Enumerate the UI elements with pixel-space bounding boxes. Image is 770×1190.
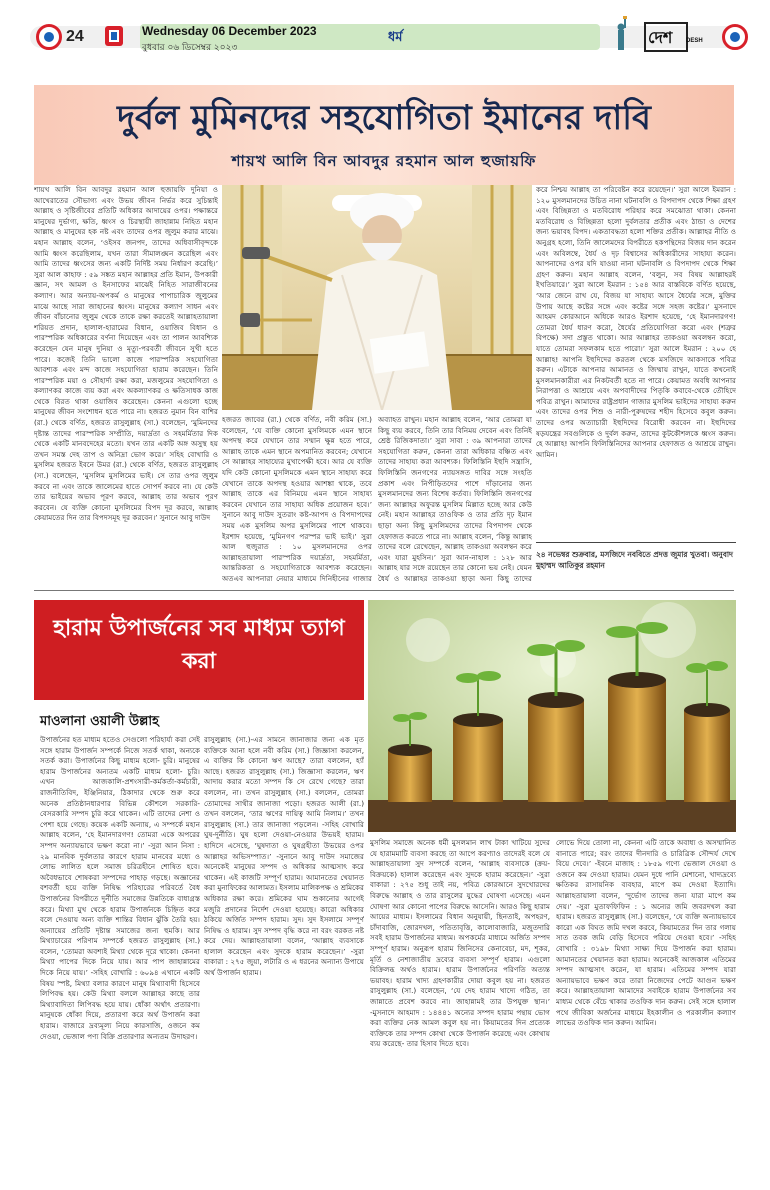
masthead [0,0,770,58]
right-disc-icon [722,24,748,50]
desh-logo-sub: DESH [686,38,703,44]
article1-column-2: হজরত জাবের (রা.) থেকে বর্ণিত, নবী করিম (সা.) বলেছেন, ‘যে ব্যক্তি কোনো মুসলিমকে এমন স্থানে অপদস্থ করে যেখানে তার সম্মান ক্ষুন্ন হতে পারে, আল্লাহ তাকে এমন স্থানে অপমানিত করবেন; যেখানে সে আল্লাহর সাহায্যের মুখাপেক্ষী হবে। আর যে ব্যক্তি যদি কেউ কোনো মুসলিমকে এমন স্থানে সাহায্য করে যেখানে তাকে অপদস্থ হওয়ার আশঙ্কা থাকে, তবে আল্লাহ তাকে এর বিনিময়ে এমন স্থানে সাহায্য করবেন যেখানে তার সাহায্য অধিক প্রয়োজন হবে।’ সুনানে আবু দাউদ সুতরাং কষ্ট-আপদ ও বিপদাপদের সময় এক মুসলিম অপর মুসলিমের পাশে থাকবে। ইরশাদ হয়েছে, ‘মুমিনগণ পরস্পর ভাই ভাই।’ সুরা আল হুজুরাত : ১০ মুসলমানদের ওপর আল্লাহতায়ালা পারস্পরিক দয়ার্দ্রতা, সহমর্মিতা, আন্তরিকতা ও সহযোগিতাকে আবশ্যক করেছেন। অতএব আপনারা নেয়ার মাধ্যমে দিনিহীনের গাজার [222,415,372,583]
article1-headline: দুর্বল মুমিনদের সহযোগিতা ইমানের দাবি [117,98,651,138]
coins-with-sprouts-photo [368,600,736,832]
article2-column-4: লোভে দিয়ে তোলা না, কেননা এটি তাকে অবাধ্য ও অসম্মানিত বানাতে পারে; বরং তাদের দীনদারি ও চারিত্রিক সৌন্দর্য দেখে বিয়ে দেবে।’ -ইবনে মাজাহ : ১৮৫৯ গণ্যে ভেজাল দেওয়া ও ওজনে কম দেওয়া হারাম। যেমন দুধে পানি মেশানো, খাদ্যদ্রব্যে ক্ষতিকর রাসায়নিক ব্যবহার, মাপে কম দেওয়া ইত্যাদি। আল্লাহতায়ালা বলেন, ‘দুর্ভোগ তাদের জন্য যারা মাপে কম দেয়।’ -সুরা মুতাফফিফিন : ১ অন্যের জমি জবরদখল করা হারাম। হজরত রাসুলুল্লাহ (সা.) বলেছেন, ‘যে ব্যক্তি অন্যায়ভাবে কারো এক বিঘত জমি দখল করবে, কিয়ামতের দিন তার গলায় সাত তবক জমি বেড়ি হিসেবে পরিয়ে দেওয়া হবে।’ -সহিহ বোখারি : ৩১৯৮ মিথ্যা সাক্ষ্য দিয়ে উপার্জন করা হারাম। আমানতের খেয়ানত করা হারাম। অনেকেই আজকাল এতিমের সম্পদ আত্মসাৎ করেন, যা হারাম। এতিমের সম্পদ যারা অন্যায়ভাবে ভক্ষণ করে তারা নিজেদের পেটে আগুন ভক্ষণ করে। আল্লাহতায়ালা আমাদের সবাইকে হারাম উপার্জনের সব মাধ্যম থেকে বেঁচে থাকার তওফিক দান করুন। সেই সঙ্গে হালাল পথে জীবিকা অর্জনের মাধ্যমে ইহকালীন ও পরকালীন কল্যাণ লাভের তওফিক দান করুন। আমিন। [556,838,736,1028]
imam-at-minbar-photo [222,185,532,410]
article1-translator-note: ২৪ নভেম্বর শুক্রবার, মসজিদে নববিতে প্রদত্ত জুমার খুতবা। অনুবাদ মুহাম্মদ আতিকুর রহমান [536,550,733,570]
article1-column-4: করে নিশ্চয় আল্লাহ তা পরিবেষ্টন করে রয়েছেন।’ সুরা আলে ইমরান : ১২০ মুসলমানদের উচিত নানা ঘটনাবলি ও বিপদাপদ থেকে শিক্ষা গ্রহণ এবং বিচ্ছিন্নতা ও মতবিরোধ পরিহার করে সমঝোতা থাকা। কেননা মতবিরোধ ও বিচ্ছিন্নতা হলো দুর্বলতার প্রতীক এবং ঠান্ডা ও দেশের জন্য ভয়াবহ বিপদ। একতাবদ্ধতা হলো শক্তির প্রতীক। আল্লাহর নীতি ও অনুগ্রহ হলো, তিনি জালেমদের বিপরীতে হকপন্থিদের বিজয় দান করেন এবং অবিলম্বে, ধৈর্য ও দৃঢ় বিশ্বাসের অধিকারীদের সাহায্য করেন। আপনাদের ওপর যদি যাওয়া নানা ঘটনাবলি ও বিপদাপদ থেকে শিক্ষা গ্রহণ করুন। মহান আল্লাহ বলেন, ‘বলুন, সব বিষয় আল্লাহরই ইখতিয়ারে।’ সুরা আলে ইমরান : ১৫৪ আর বাস্তবিকে বর্ণিত হয়েছে, ‘আর জেনে রাখ যে, বিজয় যা সাহায্য আসে ধৈর্যের সঙ্গে, মুক্তির উপায় আছে কষ্টের সঙ্গে এবং কষ্টের সঙ্গে সহজ কষ্টের।’ মুসনাদে আহমদ কোরআনে অধিকে আরও ইরশাদ হয়েছে, ‘হে ইমানদারগণ! তোমরা ধৈর্য ধারণ করো, ধৈর্যের প্রতিযোগিতা করো এবং (শত্রুর বিপক্ষে) সদা প্রস্তুত থাকো। আর আল্লাহর তাকওয়া অবলম্বন করো, যাতে তোমরা সফলকাম হতে পারো।’ সুরা আলে ইমরান : ২০০ হে আল্লাহ! আপনি ইহুদিদের করতল থেকে মসজিদে আকসাকে পবিত্র করুন। এটাকে আপনার আমানত ও জিম্মায় রাখুন, যাতে কখনোই মুসলমানকারীরা এর নিকটবর্তী হতে না পারে। কেয়ামত অবধি আপনার নিরাপত্তা ও আশ্রয়ে এবং অপবাদীদের পিতৃকি কবাবে-থেকে তৌহিদে পবিত্র রাখুন। আমাদের রাষ্ট্রপ্রধান গাজার মুসলিম ভাইদের সাহায্য করুন এবং তাদের ওপর শিশু ও নারী-পুরুষদের শহীদ হিসেবে কবুল করুন। তাদের ওপর অত্যাচারী ইহুদিদের বিরোধী করবেন না। ইহুদিদের ষড়যন্ত্রের সবগুলিকে ও দুর্বল করুন, তাদের কুটকৌশলকে ধ্বংস করুন। হে আল্লাহ! আপনি ফিলিস্তিনিদের আপনার হেফাজত ও আশ্রয়ে রাখুন। আমিন। [536,185,736,459]
statue-of-liberty-icon [612,16,630,52]
left-disc-icon [36,24,62,50]
page-number: 24 [66,28,84,45]
article1-note-divider [536,542,736,543]
article2-headline: হারাম উপার্জনের সব মাধ্যম ত্যাগ করা [53,616,345,674]
article1-column-1: শায়খ আলি বিন আবদুর রহমান আল হুজায়ফি দুনিয়া ও আখেরাতের সৌভাগ্য এবং উভয় জীবন নির্ভর করে সুচিন্তাই আল্লাহ ও সৃষ্টিজীবের প্রতিটি অধিকার আদায়ের ওপর। পক্ষান্তরে মানুষের দুর্ভাগ্য, ক্ষতি, ধ্বংস ও চিরস্থায়ী জাহান্নাম নিহিত মহান আল্লাহ ও মানুষের হক নষ্ট এবং তাদের ওপর জুলুম করার মাঝে। মহান আল্লাহ বলেন, ‘ওইসব জনপদ, তাদের অধিবাসীবৃন্দকে আমি ধ্বংস করেছিলাম, যখন তারা সীমালঙ্ঘন করেছিল এবং আমি তাদের ধ্বংসের জন্য একটি নির্দিষ্ট সময় নির্ধারণ করেছি।’ সুরা আল কাহাফ : ৫৯ সঙ্কত মহান আল্লাহর প্রতি ইমান, উপকারী জ্ঞান, সৎ আমল ও ইনসাফের মাঝেই নিহিত সারাজীবনের কল্যাণ। আর অন্যায়-অপকর্ম ও মানুষের পাপাচারিক জুলুমের মাঝে আছে সারা জাহানের ধ্বংস। মানুষের কল্যাণ সাধন এবং জীবন বাঁচানোর জুলুম থেকে তাকে রক্ষা করতেই আল্লাহতায়ালা শরিয়ত প্রদান, হালাল-হারামের বিধান, ওয়াজিব বিধান ও পারস্পরিক অধিকারের বর্ণনা দিয়েছেন এবং তা পালন আবশ্যিক করেছেন যেন মানুষ দুনিয়া ও মৃত্যু-পরবর্তী জীবনে সুখী হতে পারে। কজেই তিনি ভালো কাজে পারস্পরিক সহযোগিতা আবশ্যক এবং মন্দ কাজে সহযোগিতা হারাম করেছেন। তিনি পারস্পরিক ময়া ও সৌহার্দ্য রক্ষা করা, মজলুমের সহযোগিতা ও কল্যাণকর কাজে ব্যয় করা এবং অকল্যাণকর ও ক্ষতিসাধক কাজ থেকে বিরত থাকা ওয়াজিব করেছেন। কেননা এগুলো হচ্ছে মানুষের জীবন সংশোধন হতে পারে না। হজরত নুমান বিন বাশির (রা.) থেকে বর্ণিত, হজরত রাসুলুল্লাহ (সা.) বলেছেন, ‘মুমিনদের দৃষ্টান্ত তাদের পারস্পরিক সম্প্রীতি, দয়ার্দ্রতা ও সহমর্মিতার দিক থেকে একটি মানবদেহের মতো। যখন তার একটি অঙ্গ অসুস্থ হয় তখন সমস্ত দেহ তাপ ও অনিদ্রা ভোগ করে।’ সহিহ বোখারি ও মুসলিম হজরত ইবনে উমর (রা.) থেকে বর্ণিত, হজরত রাসুলুল্লাহ (সা.) বলেছেন, ‘মুসলিম মুসলিমের ভাই। সে তার ওপর জুলুম করবে না এবং তাকে জালেমের হাতে সোপর্দ করবে না। যে কেউ তার ভাইয়ের অভাব পূরণ করবে, আল্লাহ তার অভাব পূরণ করবেন। যে ব্যক্তি কোনো মুসলিমের বিপদ দূর করবে, আল্লাহ কেয়ামতের দিন তার বিপদসমূহ দূর করবেন।’ সুনানে আবু দাউদ [34,185,218,523]
section-name: ধর্ম [388,30,403,45]
desh-logo-text: দেশ [648,28,673,47]
desh-logo [644,22,710,52]
newspaper-emblem-icon [103,24,125,48]
article1-byline: শায়খ আলি বিন আবদুর রহমান আল হুজায়ফি [231,152,537,170]
date-english: Wednesday 06 December 2023 [142,24,317,38]
article2-column-3: মুসলিম সমাজে অনেক ধর্মী মুসলমান লাখ টাকা খাটিয়ে সুদের যে হারামমাটি ব্যবসা করছে তা আপে করণ্যাও তাদেরই বলে যে আল্লাহতায়ালা সুদ সম্পর্কে বলেন, ‘আল্লাহ ব্যবসাকে (ক্রয়-বিক্রয়কে) হালাল করেছেন এবং সুদকে হারাম করেছেন।’ -সুরা বাকারা : ২৭৫ শুধু তাই নয়, পবিত্র কোরআনে সুদখোরদের বিরুদ্ধে আল্লাহ ও তার রাসুলের যুদ্ধের ঘোষণা এসেছে। এমন ঘোষণা আর কোনো পাপের বিরুদ্ধে আসেনি। আরও কিছু হারাম আয়ের মাধ্যম। ইসলামের বিধান অনুযায়ী, ছিনতাই, অপহরণ, চাঁদাবাজি, জোরদখল, পতিতাবৃত্তি, কালোবাজারি, মজুতদারি সবই হারাম উপার্জনের মাধ্যম। অপকর্মের মাধ্যমে অর্জিত সম্পদ সম্পূর্ণ হারাম। অনুরূপ হারাম জিনিসের কেনাবেচা, মদ, শূকর, মূর্তি ও নেশাজাতীয় দ্রব্যের ব্যবসা সম্পূর্ণ হারাম। এগুলো বিক্রিলব্ধ অর্থও হারাম। হারাম উপার্জনের পরিণতি অত্যন্ত ভয়াবহ। হারাম খাদ্য গ্রহণকারীর দোয়া কবুল হয় না। হজরত রাসুলুল্লাহ (সা.) বলেছেন, ‘যে দেহ হারাম খাদ্যে গঠিত, তা জান্নাতে প্রবেশ করবে না। জাহান্নামই তার উপযুক্ত স্থান।’ -মুসনাদে আহমাদ : ১৪৪৪১ অন্যের সম্পদ হারাম পন্থায় ভোগ করা ব্যক্তির নেক আমল কবুল হয় না। কিয়ামতের দিন প্রত্যেক ব্যক্তিকে তার সম্পদ কোথা থেকে উপার্জন করেছে এবং কোথায় ব্যয় করেছে- তার হিসাব দিতে হবে। [370,838,550,1049]
article2-byline: মাওলানা ওয়ালী উল্লাহ [40,714,159,729]
article-separator [34,590,734,591]
article1-column-3: অব্যাহত রাখুন। মহান আল্লাহ বলেন, ‘আর তোমরা যা কিছু ব্যয় করবে, তিনি তার বিনিময় দেবেন এবং তিনিই শ্রেষ্ঠ রিজিকদাতা।’ সুরা সাবা : ৩৯ আপনারা তাদের সহযোগিতা করুন, কেননা তারা অধিকার বঞ্চিত এবং তাদের সাহায্য করা আবশ্যক। ফিলিস্তিনি ইহুদি সন্ত্রাসি, ফিলিস্তিনি জনগণের ন্যায়সঙ্গত দাবির সঙ্গে সংহতি প্রকাশ এবং নিপীড়িতদের পাশে দাঁড়ানোর জন্য মুসলমানদের জন্য বিশেষ কর্তব্য। ফিলিস্তিনি জনগণের জন্য আল্লাহর অফুরন্ত মুসলিম মিল্লাত হচ্ছে আর কেউ নেই। মহান আল্লাহর তাওফিক ও তার প্রতি দৃঢ় ইমান ছাড়া অন্য কিছু মুসলিমদের তাদের বিপদাপদ থেকে হেফাজত করতে পারে না। আল্লাহ বলেন, ‘কিন্তু আল্লাহ তাদের বলে রেখেছেন, আল্লাহ তাকওয়া অবলম্বন করে এবং যারা মুহসিন।’ সুরা আন-নাহাল : ১২৮ আর আল্লাহ যার সঙ্গে রয়েছেন তার কোনো ভয় নেই। যেমন ধৈর্য ও আল্লাহর তাকওয়া ছাড়া অন্য কিছু তাদের [378,415,532,583]
article2-column-2: রাসুলুল্লাহ (সা.)-এর সামনে জানাজার জন্য এক মৃত ব্যক্তিকে আনা হলে নবী করিম (সা.) জিজ্ঞাসা করলেন, এ ব্যক্তির কি কোনো ঋণ আছে? তারা বললেন, হ্যাঁ আছে। হজরত রাসুলুল্লাহ (সা.) জিজ্ঞাসা করলেন, ঋণ আদায় করার মতো সম্পদ কি সে রেখে গেছে? তারা বললেন, না। তখন রাসুলুল্লাহ (সা.) বললেন, তোমরা তোমাদের সাথীর জানাজা পড়ো। হজরত আলী (রা.) তখন বললেন, ‘তার ঋণের দায়িত্ব আমি নিলাম।’ তখন রাসুলুল্লাহ (সা.) তার জানাজা পড়লেন। -সহিহ বোখারি ঘুষ-দুর্নীতি। ঘুষ হলো দেওয়া-নেওয়ার উভয়ই হারাম। হাদিসে এসেছে, ‘ঘুষদাতা ও ঘুষগ্রহীতা উভয়ের ওপর আল্লাহর অভিসম্পাত।’ -সুনানে আবু দাউদ সমাজের অনেকেই মানুষের সম্পদ ও অধিকার আত্মসাৎ করে থাকেন। এই কাজটি সম্পূর্ণ হারাম। আমানতের খেয়ানত করা মুনাফিকের আলামত। ইসলাম মালিকপক্ষ ও শ্রমিকের অধিকার রক্ষা করে। শ্রমিকের ঘাম শুকানোর আগেই মজুরি প্রদানের নির্দেশ দেওয়া হয়েছে। কারো অধিকার ঠকিয়ে অর্জিত সম্পদ হারাম। সুদ। সুদ ইসলামে সম্পূর্ণ নিষিদ্ধ ও হারাম। সুদ সম্পদ বৃদ্ধি করে না বরং বরকত নষ্ট করে দেয়। আল্লাহতায়ালা বলেন, ‘আল্লাহ ব্যবসাকে হালাল করেছেন এবং সুদকে হারাম করেছেন।’ -সুরা বাকারা : ২৭৫ জুয়া, লটারি ও এ ধরনের অন্যান্য উপায়ে অর্থ উপার্জন হারাম। [204,735,364,978]
date-bangla: বুধবার ০৬ ডিসেম্বর ২০২৩ [142,43,238,53]
article2-column-1: উপার্জনের হত মাধ্যম হতেও সেগুলো পরিহার্য্য করা সেই সঙ্গে হারাম উপার্জন সম্পর্কে নিজে সতর্ক থাকা, অন্যকে সতর্ক করা। উপার্জনের কিছু মাধ্যম হলো- চুরি। মানুষের হারাম উপার্জনের অন্যতম একটি মাধ্যম হলো- চুরি। এখন আজকালি-প্রশংসারী-কর্মকর্তা-কর্মচারী, রাজনীতিবিদ, ইঞ্জিনিয়ার, ঠিকাদার থেকে শুরু করে অনেক প্রতিষ্ঠানধারণার বিভিন্ন কৌশলে সরকারি-বেসরকারি সম্পদ চুরি করে থাকেন। এটি তাদের নেশা ও পেশা হয়ে গেছে। কয়েক একটি অন্যায়, এ সম্পর্কে মহান আল্লাহ বলেন, ‘হে ইমানদারগণ! তোমরা একে অপরের সম্পদ অন্যায়ভাবে ভক্ষণ করো না।’ -সুরা আন নিসা : ২৯ মানবিক দুর্বলতার কারণে হারাম মানবের মধ্যে ও লোভ লালিত হলে সমাজ চরিত্রহীনে শোষিত হবে। অবৈধভাবে শোষকরা সম্পদের পাহাড় গড়ছে। অজ্ঞানের বশবর্তী হয়ে ব্যক্তি নিষিদ্ধ পরিহারের পরিবর্তে বৈধ উপার্জনের বিপরীতে দুর্নীতি সমাজের উন্নতিকে বাধাগ্রস্ত করে। মিথ্যা মুখ থেকে হারাম উপার্জনকে চিহ্নিত করে বলে দেওয়ায় অন্য ব্যক্তি শান্তির বিধান ঝুঁকি তৈরি হয়। অন্যায়ের প্রতিটি দৃষ্টান্ত সমাজের জন্য হুমকি। আর মিথ্যাচারের পরিণাম সম্পর্কে হজরত রাসুলুল্লাহ (সা.) বলেন, ‘তোমরা অবশ্যই মিথ্যা থেকে দূরে থাকো। কেননা মিথ্যা পাপের দিকে নিয়ে যায়। আর পাপ জাহান্নামের দিকে নিয়ে যায়।’ -সহিহ বোখারি : ৬০৯৪ এখানে একটি বিষয় স্পষ্ট, মিথ্যা বলার কারণে মানুষ মিথ্যাবাদী হিসেবে লিপিবদ্ধ হয়। কেউ মিথ্যা বললে আল্লাহর কাছে তার মিথ্যাবাদিতা লিপিবদ্ধ হয়ে যায়। ধোঁকা অর্থাৎ প্রতারণা। মানুষকে ধোঁকা দিয়ে, প্রতারণা করে অর্থ উপার্জন করা হারাম। বাজারে দ্রব্যমূল্য নিয়ে কারসাজি, ওজনে কম দেওয়া, ভেজাল পণ্য বিক্রি প্রতারণার অন্যতম উদাহরণ। [40,735,200,1041]
